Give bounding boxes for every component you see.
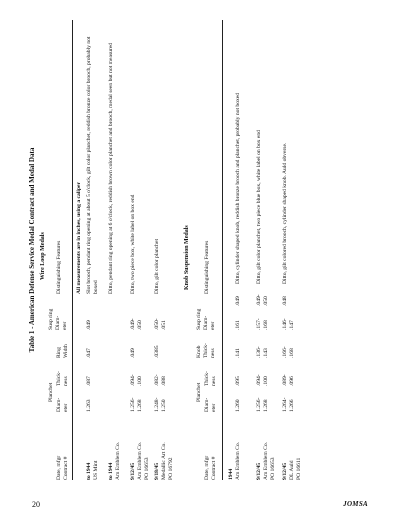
header-planchet: Planchet xyxy=(48,382,54,402)
header-susp-ring: Susp ring Diam- eter xyxy=(196,308,216,330)
header-diameter: Diam- eter xyxy=(56,397,69,412)
row-features: Slot brooch, pendant ring opening at about 5 o'clock, gilt color planchet, reddish bronze color brooch, probably not boxed xyxy=(86,36,99,294)
header-diameter: Diam- eter xyxy=(204,397,217,412)
section-heading-wire-loop: Wire Loop Medals xyxy=(40,232,46,280)
row-features: Ditto, cylinder shaped knob, reddish bronze brooch and planchet, probably not boxed xyxy=(235,92,241,284)
row-date: 9/18/45 xyxy=(154,462,160,480)
row-date: to 1944 xyxy=(86,462,92,480)
row-susp-ring: .050- .051 xyxy=(154,318,167,330)
row-date: 9/12/45 xyxy=(130,462,136,480)
row-thickness: .082- .088 xyxy=(154,374,167,386)
row-date: 9/12/45 xyxy=(282,462,288,480)
row-knob: .141 xyxy=(235,348,241,358)
row-susp-ring: .049 xyxy=(86,320,92,330)
row-features: Ditto, gilt colored brooch, cylinder shaped knob. Auld obverse. xyxy=(282,142,288,284)
header-knob: Knob Thick- ness xyxy=(196,343,216,358)
row-mfgr: Am Emblem Co. PO 16653 xyxy=(137,441,150,480)
row-diameter: 1.248- 1.250 xyxy=(154,397,167,412)
row-mfgr: Medallic Art Co. PO 16792 xyxy=(161,442,174,480)
row-features: Ditto, pendant ring opening at 6 o'clock, reddish brown color planchet and brooch, medal seen but not measured xyxy=(108,42,114,294)
row-ring-width: .0385 xyxy=(154,345,160,358)
header-thickness: Thick- ness xyxy=(204,371,217,386)
row-thickness: .087 xyxy=(86,376,92,386)
header-date: Date, mfgr Contract # xyxy=(56,455,69,480)
header-planchet: Planchet xyxy=(196,382,202,402)
row-extra: .049- .050 xyxy=(256,294,269,306)
row-features: Ditto, gilt color planchet, two piece blue box, white label on box end xyxy=(256,130,262,284)
row-mfgr: Am Emblem Co. xyxy=(115,441,121,480)
page-number: 20 xyxy=(32,500,40,509)
measurement-note: All measurements are in inches, using a caliper xyxy=(76,182,82,294)
header-susp-ring: Susp ring Diam- eter xyxy=(48,308,68,330)
row-mfgr: Am Emblem Co. xyxy=(235,441,241,480)
row-diameter: 1.256- 1.268 xyxy=(130,397,143,412)
rotated-table xyxy=(28,20,368,480)
row-date: 1944 xyxy=(228,468,234,480)
row-ring-width: .049 xyxy=(130,348,136,358)
row-features: Ditto, gilt color planchet xyxy=(154,239,160,294)
row-diameter: 1.264- 1.266 xyxy=(282,397,295,412)
row-extra: .048 xyxy=(282,296,288,306)
row-features: Ditto, two piece box, white label on box end xyxy=(130,194,136,294)
row-knob: .136- .143 xyxy=(256,346,269,358)
rule xyxy=(72,20,73,480)
row-susp-ring: .049- .050 xyxy=(130,318,143,330)
row-diameter: 1.263 xyxy=(86,399,92,412)
row-date: to 1944 xyxy=(108,462,114,480)
row-susp-ring: .157- .168 xyxy=(256,318,269,330)
row-susp-ring: .146- .147 xyxy=(282,318,295,330)
header-ring-width: Ring Width xyxy=(56,344,69,358)
row-thickness: .094- .100 xyxy=(130,374,143,386)
row-extra: .049 xyxy=(235,296,241,306)
row-thickness: .095 xyxy=(235,376,241,386)
header-features: Distinguishing Features xyxy=(56,240,62,294)
row-thickness: .089- .096 xyxy=(282,374,295,386)
table-title: Table 1 - American Defense Service Medal Contract and Medal Data xyxy=(28,147,36,353)
row-diameter: 1.260 xyxy=(235,399,241,412)
row-susp-ring: .161 xyxy=(235,320,241,330)
row-diameter: 1.256- 1.268 xyxy=(256,397,269,412)
row-knob: .166- .168 xyxy=(282,346,295,358)
row-ring-width: .047 xyxy=(86,348,92,358)
journal-name: JOMSA xyxy=(343,500,368,508)
row-mfgr: Am Emblem Co. PO 16653 xyxy=(263,441,276,480)
row-mfgr: US Mint xyxy=(93,460,99,480)
header-features: Distinguishing Features xyxy=(204,240,210,294)
section-heading-knob: Knob Suspension Medals xyxy=(184,225,190,290)
row-date: 9/12/45 xyxy=(256,462,262,480)
header-thickness: Thick- ness xyxy=(56,371,69,386)
rule xyxy=(222,20,223,480)
row-thickness: .094- .100 xyxy=(256,374,269,386)
header-date: Date, mfgr Contract # xyxy=(204,455,217,480)
row-mfgr: DL Auld PO 16611 xyxy=(289,457,302,480)
